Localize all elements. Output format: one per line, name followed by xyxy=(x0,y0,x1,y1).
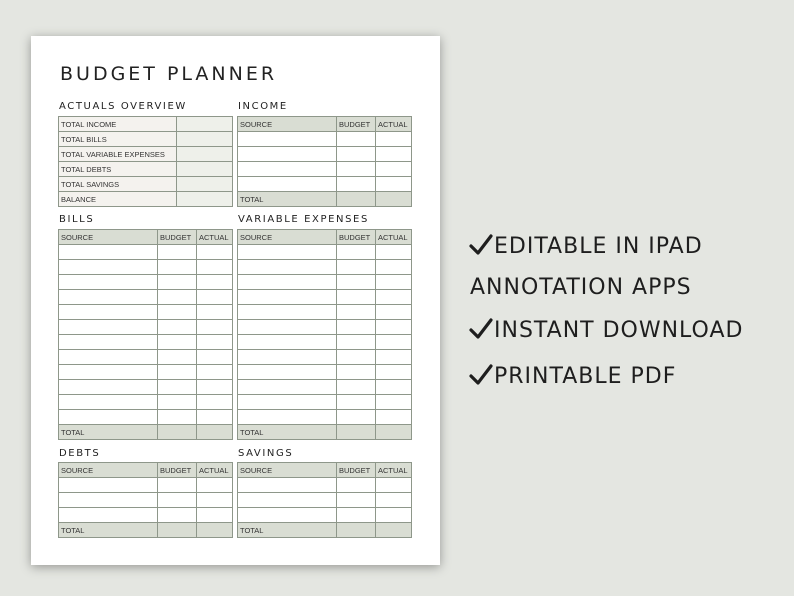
cell[interactable] xyxy=(376,177,412,192)
cell[interactable] xyxy=(337,177,376,192)
table-row xyxy=(59,305,233,320)
cell[interactable] xyxy=(376,275,412,290)
cell[interactable] xyxy=(238,260,337,275)
row-label: TOTAL VARIABLE EXPENSES xyxy=(59,147,177,162)
table-row xyxy=(238,380,412,395)
cell[interactable] xyxy=(59,350,158,365)
cell[interactable] xyxy=(197,350,233,365)
cell[interactable] xyxy=(376,350,412,365)
col-header-budget: BUDGET xyxy=(337,230,376,245)
total-label: TOTAL xyxy=(59,425,158,440)
cell[interactable] xyxy=(59,478,158,493)
table-row xyxy=(59,245,233,260)
table-row xyxy=(59,410,233,425)
col-header-actual: ACTUAL xyxy=(376,230,412,245)
cell[interactable] xyxy=(376,260,412,275)
cell[interactable] xyxy=(337,410,376,425)
table-footer-row xyxy=(59,425,233,440)
cell[interactable] xyxy=(238,508,337,523)
row-label: BALANCE xyxy=(59,192,177,207)
variable-expenses-title: VARIABLE EXPENSES xyxy=(238,214,369,225)
total-label: TOTAL xyxy=(59,523,158,538)
table-footer-row xyxy=(238,192,412,207)
feature-instant-download xyxy=(469,318,743,343)
cell[interactable] xyxy=(59,395,158,410)
cell[interactable] xyxy=(158,350,197,365)
cell[interactable] xyxy=(337,365,376,380)
table-row xyxy=(238,147,412,162)
col-header-source: SOURCE xyxy=(238,230,337,245)
col-header-source: SOURCE xyxy=(59,230,158,245)
cell[interactable] xyxy=(158,493,197,508)
col-header-actual: ACTUAL xyxy=(197,230,233,245)
income-table xyxy=(237,116,412,207)
table-header-row xyxy=(238,117,412,132)
table-row xyxy=(238,177,412,192)
cell[interactable] xyxy=(158,365,197,380)
cell[interactable] xyxy=(337,380,376,395)
cell[interactable] xyxy=(158,335,197,350)
cell[interactable] xyxy=(376,410,412,425)
cell[interactable] xyxy=(158,290,197,305)
cell[interactable] xyxy=(158,380,197,395)
actuals-overview-table xyxy=(58,116,233,207)
cell[interactable] xyxy=(337,192,376,207)
cell[interactable] xyxy=(197,425,233,440)
savings-title: SAVINGS xyxy=(238,448,294,459)
cell[interactable] xyxy=(238,335,337,350)
cell[interactable] xyxy=(197,365,233,380)
cell[interactable] xyxy=(376,478,412,493)
table-row xyxy=(59,350,233,365)
cell[interactable] xyxy=(59,335,158,350)
feature-text: EDITABLE IN IPAD xyxy=(494,234,703,259)
table-header-row xyxy=(238,230,412,245)
table-row xyxy=(238,508,412,523)
feature-text: ANNOTATION APPS xyxy=(470,275,692,300)
table-row xyxy=(59,478,233,493)
cell[interactable] xyxy=(197,410,233,425)
check-icon xyxy=(469,364,493,386)
cell[interactable] xyxy=(59,260,158,275)
cell[interactable] xyxy=(238,305,337,320)
table-row xyxy=(238,260,412,275)
planner-page xyxy=(31,36,440,565)
table-row xyxy=(59,147,233,162)
value-cell[interactable] xyxy=(177,117,233,132)
cell[interactable] xyxy=(376,305,412,320)
cell[interactable] xyxy=(337,350,376,365)
cell[interactable] xyxy=(59,380,158,395)
feature-editable-continued xyxy=(470,275,692,300)
row-label: TOTAL SAVINGS xyxy=(59,177,177,192)
col-header-budget: BUDGET xyxy=(158,230,197,245)
cell[interactable] xyxy=(59,275,158,290)
table-row xyxy=(59,380,233,395)
cell[interactable] xyxy=(59,508,158,523)
check-icon xyxy=(469,318,493,340)
check-icon xyxy=(469,234,493,256)
cell[interactable] xyxy=(238,245,337,260)
col-header-source: SOURCE xyxy=(238,117,337,132)
table-row xyxy=(59,365,233,380)
cell[interactable] xyxy=(376,147,412,162)
cell[interactable] xyxy=(158,523,197,538)
cell[interactable] xyxy=(337,132,376,147)
cell[interactable] xyxy=(59,245,158,260)
variable-expenses-table xyxy=(237,229,412,440)
cell[interactable] xyxy=(376,132,412,147)
table-row xyxy=(238,320,412,335)
cell[interactable] xyxy=(376,320,412,335)
cell[interactable] xyxy=(59,305,158,320)
cell[interactable] xyxy=(376,425,412,440)
cell[interactable] xyxy=(158,410,197,425)
cell[interactable] xyxy=(197,305,233,320)
cell[interactable] xyxy=(376,245,412,260)
row-label: TOTAL INCOME xyxy=(59,117,177,132)
cell[interactable] xyxy=(376,162,412,177)
table-footer-row xyxy=(59,523,233,538)
cell[interactable] xyxy=(238,380,337,395)
cell[interactable] xyxy=(158,425,197,440)
value-cell[interactable] xyxy=(177,162,233,177)
cell[interactable] xyxy=(337,320,376,335)
table-row xyxy=(238,245,412,260)
cell[interactable] xyxy=(238,478,337,493)
cell[interactable] xyxy=(197,290,233,305)
cell[interactable] xyxy=(158,260,197,275)
col-header-source: SOURCE xyxy=(59,463,158,478)
table-row xyxy=(238,305,412,320)
bills-title: BILLS xyxy=(59,214,95,225)
cell[interactable] xyxy=(238,350,337,365)
cell[interactable] xyxy=(158,305,197,320)
cell[interactable] xyxy=(238,493,337,508)
cell[interactable] xyxy=(158,275,197,290)
cell[interactable] xyxy=(376,380,412,395)
cell[interactable] xyxy=(238,132,337,147)
table-row xyxy=(59,395,233,410)
feature-editable xyxy=(469,234,703,259)
total-label: TOTAL xyxy=(238,523,337,538)
feature-text: INSTANT DOWNLOAD xyxy=(494,318,744,343)
cell[interactable] xyxy=(197,260,233,275)
cell[interactable] xyxy=(337,275,376,290)
cell[interactable] xyxy=(376,365,412,380)
table-row xyxy=(59,335,233,350)
cell[interactable] xyxy=(238,290,337,305)
savings-table xyxy=(237,462,412,538)
cell[interactable] xyxy=(238,320,337,335)
table-row xyxy=(238,335,412,350)
cell[interactable] xyxy=(59,365,158,380)
cell[interactable] xyxy=(238,177,337,192)
col-header-actual: ACTUAL xyxy=(376,117,412,132)
table-row xyxy=(59,132,233,147)
table-row xyxy=(59,508,233,523)
row-label: TOTAL DEBTS xyxy=(59,162,177,177)
cell[interactable] xyxy=(337,523,376,538)
table-footer-row xyxy=(238,425,412,440)
cell[interactable] xyxy=(337,305,376,320)
col-header-budget: BUDGET xyxy=(158,463,197,478)
cell[interactable] xyxy=(337,162,376,177)
table-row xyxy=(238,365,412,380)
col-header-budget: BUDGET xyxy=(337,117,376,132)
actuals-overview-title: ACTUALS OVERVIEW xyxy=(59,101,187,112)
cell[interactable] xyxy=(197,335,233,350)
table-row xyxy=(238,395,412,410)
cell[interactable] xyxy=(376,493,412,508)
cell[interactable] xyxy=(158,395,197,410)
total-label: TOTAL xyxy=(238,192,337,207)
cell[interactable] xyxy=(197,478,233,493)
bills-table xyxy=(58,229,233,440)
col-header-actual: ACTUAL xyxy=(376,463,412,478)
cell[interactable] xyxy=(59,410,158,425)
cell[interactable] xyxy=(238,410,337,425)
cell[interactable] xyxy=(337,508,376,523)
cell[interactable] xyxy=(59,320,158,335)
cell[interactable] xyxy=(197,508,233,523)
table-row xyxy=(59,260,233,275)
table-header-row xyxy=(59,463,233,478)
table-row xyxy=(59,162,233,177)
cell[interactable] xyxy=(376,395,412,410)
cell[interactable] xyxy=(337,425,376,440)
cell[interactable] xyxy=(337,245,376,260)
cell[interactable] xyxy=(197,320,233,335)
col-header-actual: ACTUAL xyxy=(197,463,233,478)
debts-title: DEBTS xyxy=(59,448,101,459)
table-row xyxy=(238,132,412,147)
table-header-row xyxy=(59,230,233,245)
cell[interactable] xyxy=(197,275,233,290)
table-row xyxy=(59,177,233,192)
cell[interactable] xyxy=(238,147,337,162)
total-label: TOTAL xyxy=(238,425,337,440)
table-row xyxy=(59,320,233,335)
table-footer-row xyxy=(238,523,412,538)
cell[interactable] xyxy=(59,290,158,305)
cell[interactable] xyxy=(337,335,376,350)
cell[interactable] xyxy=(158,320,197,335)
value-cell[interactable] xyxy=(177,192,233,207)
cell[interactable] xyxy=(238,395,337,410)
table-row xyxy=(238,493,412,508)
cell[interactable] xyxy=(197,245,233,260)
table-row xyxy=(238,275,412,290)
col-header-budget: BUDGET xyxy=(337,463,376,478)
cell[interactable] xyxy=(158,508,197,523)
cell[interactable] xyxy=(376,290,412,305)
table-row xyxy=(238,290,412,305)
cell[interactable] xyxy=(158,478,197,493)
cell[interactable] xyxy=(337,478,376,493)
table-row xyxy=(59,117,233,132)
cell[interactable] xyxy=(337,260,376,275)
table-row xyxy=(238,410,412,425)
table-header-row xyxy=(238,463,412,478)
value-cell[interactable] xyxy=(177,177,233,192)
table-row xyxy=(59,493,233,508)
cell[interactable] xyxy=(376,508,412,523)
table-row xyxy=(238,350,412,365)
value-cell[interactable] xyxy=(177,147,233,162)
table-row xyxy=(59,275,233,290)
cell[interactable] xyxy=(238,162,337,177)
cell[interactable] xyxy=(158,245,197,260)
cell[interactable] xyxy=(238,275,337,290)
cell[interactable] xyxy=(59,493,158,508)
feature-printable-pdf xyxy=(469,364,676,389)
debts-table xyxy=(58,462,233,538)
table-row xyxy=(59,290,233,305)
cell[interactable] xyxy=(337,493,376,508)
table-row xyxy=(238,478,412,493)
income-title: INCOME xyxy=(238,101,288,112)
table-row xyxy=(59,192,233,207)
cell[interactable] xyxy=(376,192,412,207)
cell[interactable] xyxy=(197,395,233,410)
cell[interactable] xyxy=(337,395,376,410)
cell[interactable] xyxy=(337,147,376,162)
page-title: BUDGET PLANNER xyxy=(60,63,278,85)
feature-text: PRINTABLE PDF xyxy=(494,364,677,389)
cell[interactable] xyxy=(197,493,233,508)
cell[interactable] xyxy=(376,523,412,538)
row-label: TOTAL BILLS xyxy=(59,132,177,147)
value-cell[interactable] xyxy=(177,132,233,147)
cell[interactable] xyxy=(337,290,376,305)
cell[interactable] xyxy=(238,365,337,380)
cell[interactable] xyxy=(197,380,233,395)
cell[interactable] xyxy=(197,523,233,538)
col-header-source: SOURCE xyxy=(238,463,337,478)
table-row xyxy=(238,162,412,177)
cell[interactable] xyxy=(376,335,412,350)
